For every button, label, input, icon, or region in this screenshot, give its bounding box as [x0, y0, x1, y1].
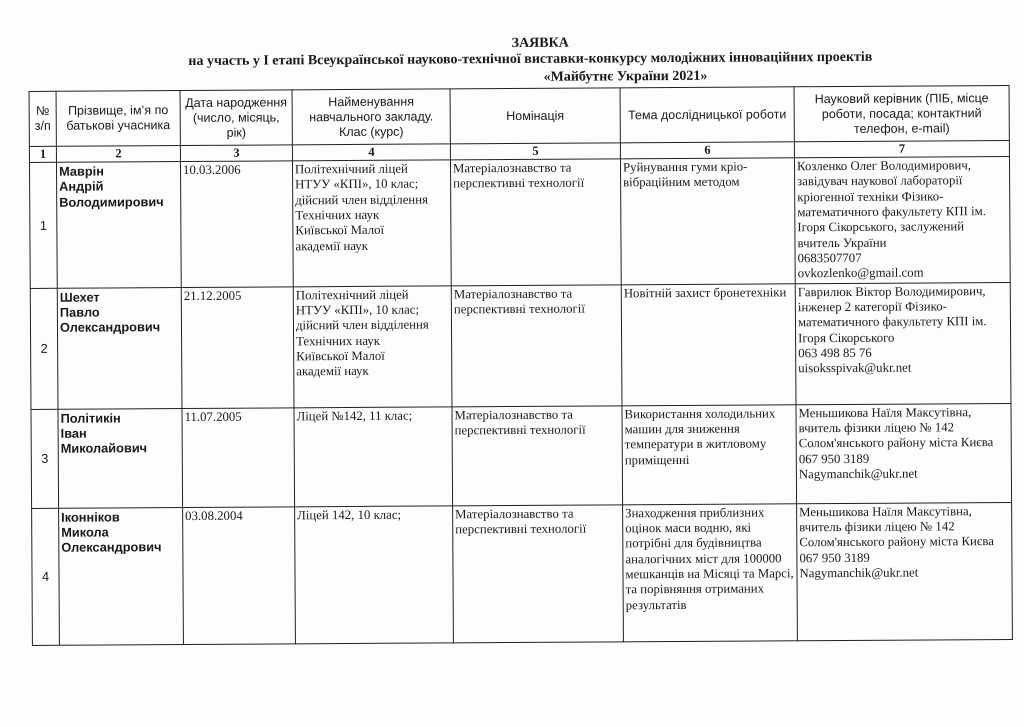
col-number: 1: [29, 146, 56, 162]
contest-name: «Майбутнє України 2021»: [543, 68, 708, 85]
col-number: 7: [794, 140, 1009, 157]
supervisor: Меньшикова Наїля Максутівна, вчитель фізики ліцею № 142 Солом'янського району міста Києва 067 950 3189 Nagymanchik@ukr.net: [796, 403, 1012, 503]
row-index: 2: [30, 288, 58, 409]
school: Політехнічний ліцей НТУУ «КПІ», 10 клас; дійсний член відділення Технічних наук Київської Малої академії наук: [293, 286, 452, 408]
col-number: 6: [620, 142, 794, 159]
col-number: 3: [180, 145, 292, 162]
nomination: Матеріалознавство та перспективні технології: [450, 159, 621, 286]
school: Політехнічний ліцей НТУУ «КПІ», 10 клас; дійсний член відділення Технічних наук Київської Малої академії наук: [292, 160, 451, 287]
nomination: Матеріалознавство та перспективні технології: [453, 505, 624, 643]
birth-date: 03.08.2004: [183, 507, 296, 645]
header-no: № з/п: [29, 91, 56, 146]
header-name: Прізвище, ім’я по батькові учасника: [56, 91, 180, 147]
supervisor: Козленко Олег Володимирович, завідувач наукової лабораторії кріогенної техніки Фізико-математичного факультету КПІ ім. Ігоря Сікорського, заслужений вчитель України 0683507707 ovkozlenko@gmail.com: [794, 156, 1010, 283]
supervisor: Гаврилюк Віктор Володимирович, інженер 2 категорії Фізико-математичного факультету КПІ ім. Ігоря Сікорського 063 498 85 76 uisoksspivak@ukr.net: [795, 282, 1011, 404]
header-supervisor: Науковий керівник (ПІБ, місце роботи, посада; контактний телефон, e-mail): [794, 85, 1009, 141]
research-topic: Використання холодильних машин для зниження температури в житловому приміщенні: [622, 405, 797, 505]
participant-name: Політикін Іван Миколайович: [58, 408, 183, 508]
col-number: 2: [56, 146, 180, 163]
nomination: Матеріалознавство та перспективні технології: [452, 406, 623, 506]
birth-date: 11.07.2005: [182, 408, 295, 508]
participant-name: Шехет Павло Олександрович: [57, 287, 182, 409]
school: Ліцей 142, 10 клас;: [295, 506, 454, 644]
participant-name: Іконніков Микола Олександрович: [59, 507, 184, 645]
document-subtitle: на участь у І етапі Всеукраїнської науково-технічної виставки-конкурсу молодіжних інноваційних проектів: [188, 49, 873, 69]
header-school: Найменування навчального закладу. Клас (курс): [292, 89, 450, 145]
table-row: [31, 403, 1012, 508]
header-nomination: Номінація: [450, 88, 620, 144]
application-table: [29, 85, 1013, 646]
row-index: 1: [29, 162, 57, 288]
header-birth: Дата народження (число, місяць, рік): [180, 90, 292, 146]
table-row: [30, 282, 1011, 409]
col-number: 4: [292, 144, 450, 161]
research-topic: Знаходження приблизних оцінок маси водню, які потрібні для будівництва аналогічних міст для 100000 мешканців на Місяці та Марсі, та порівняння отриманих результатів: [623, 504, 798, 642]
school: Ліцей №142, 11 клас;: [294, 407, 453, 507]
participant-name: Маврін Андрій Володимирович: [56, 162, 181, 289]
birth-date: 10.03.2006: [180, 161, 293, 287]
col-number: 5: [450, 143, 620, 160]
nomination: Матеріалознавство та перспективні технології: [451, 285, 622, 407]
research-topic: Руйнування гуми кріо-вібраційним методом: [620, 158, 795, 285]
header-row: [29, 85, 1009, 146]
table-row: [29, 156, 1010, 288]
row-index: 4: [32, 508, 60, 645]
supervisor: Меньшикова Наїля Максутівна, вчитель фізики ліцею № 142 Солом'янського району міста Києва 067 950 3189 Nagymanchik@ukr.net: [797, 502, 1013, 640]
header-topic: Тема дослідницької роботи: [620, 87, 794, 143]
table-row: [32, 502, 1013, 645]
row-index: 3: [31, 409, 59, 508]
birth-date: 21.12.2005: [181, 287, 294, 409]
research-topic: Новітній захист бронетехніки: [621, 284, 796, 406]
document-title: ЗАЯВКА: [511, 35, 569, 52]
